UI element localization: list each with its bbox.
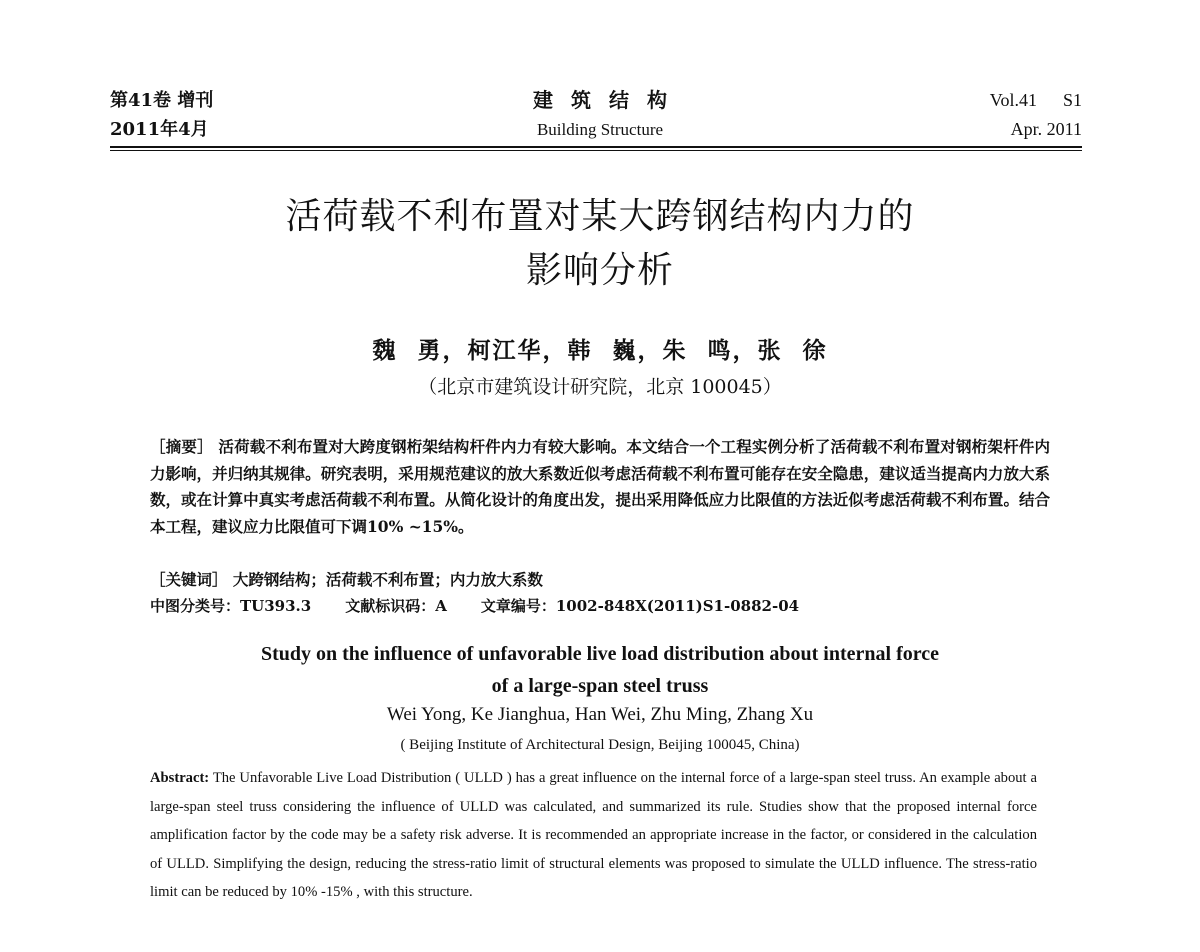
abstract-en-label: Abstract: [150, 770, 210, 786]
abstract-cn-text: 活荷载不利布置对大跨度钢桁架结构杆件内力有较大影响。本文结合一个工程实例分析了活荷载不利布置对钢桁架杆件内力影响，并归纳其规律。研究表明，采用规范建议的放大系数近似考虑活荷载不利布置可能存在安全隐患，建议适当提高内力放大系数，或在计算中真实考虑活荷载不利布置。从简化设计的角度出发，提出采用降低应力比限值的方法近似考虑活荷载不利布置。结合本工程，建议应力比限值可下调10% ~15%。 [150, 437, 1050, 536]
abstract-en-text: The Unfavorable Live Load Distribution ( ULLD ) has a great influence on the internal force of a large-span steel truss. An example about a large-span steel truss considering the influence of ULLD was calculated, and summarized its rule. Studies show that the proposed internal force amplification factor by the code may be a safety risk adverse. It is recommended an appropriate increase in the factor, or considered in the calculation of ULLD. Simplifying the design, reducing the stress-ratio limit of structural elements was proposed to simulate the ULLD influence. The stress-ratio limit can be reduced by 10% -15% , with this structure. [150, 770, 1038, 901]
abstract-cn-label: ［摘要］ [150, 437, 213, 456]
header-left [110, 86, 213, 144]
document-code: 文献标识码：A [345, 597, 447, 615]
authors-en: Wei Yong, Ke Jianghua, Han Wei, Zhu Ming, Zhang Xu [386, 704, 814, 725]
keywords-cn [150, 567, 1050, 593]
title-en-line2: of a large-span steel truss [491, 675, 709, 697]
journal-name-en: Building Structure [536, 120, 664, 139]
affiliation-en: ( Beijing Institute of Architectural Design, Beijing 100045, China) [400, 737, 800, 753]
header-rule-thin [110, 150, 1082, 151]
header-right [990, 86, 1082, 144]
clc-number: 中图分类号：TU393.3 [150, 597, 312, 615]
date-cn: 2011年4月 [110, 119, 209, 140]
title-en-line1: Study on the influence of unfavorable live load distribution about internal force [260, 643, 939, 665]
keywords-cn-text: 大跨钢结构；活荷载不利布置；内力放大系数 [232, 570, 543, 589]
volume-cn: 第41卷 增刊 [110, 90, 214, 111]
affiliation-cn: （北京市建筑设计研究院，北京 100045） [418, 376, 782, 398]
date-en: Apr. 2011 [1010, 119, 1082, 139]
title-cn-line2: 影响分析 [525, 250, 674, 291]
article-title-cn [150, 190, 1050, 298]
header-rule-thick [110, 146, 1082, 148]
abstract-en [150, 764, 1037, 907]
article-number: 文章编号：1002-848X(2011)S1-0882-04 [480, 597, 800, 615]
authors-cn: 魏 勇，柯江华，韩 巍，朱 鸣，张 徐 [372, 337, 828, 364]
volume-en: Vol.41 [989, 90, 1037, 110]
issue-en: S1 [1062, 90, 1082, 110]
title-cn-line1: 活荷载不利布置对某大跨钢结构内力的 [285, 196, 915, 237]
journal-name-cn: 建筑结构 [533, 88, 685, 112]
abstract-cn [150, 434, 1050, 540]
article-title-en [150, 638, 1050, 702]
keywords-cn-label: ［关键词］ [150, 570, 228, 589]
header-center [420, 86, 780, 144]
classification-line [150, 593, 1050, 619]
